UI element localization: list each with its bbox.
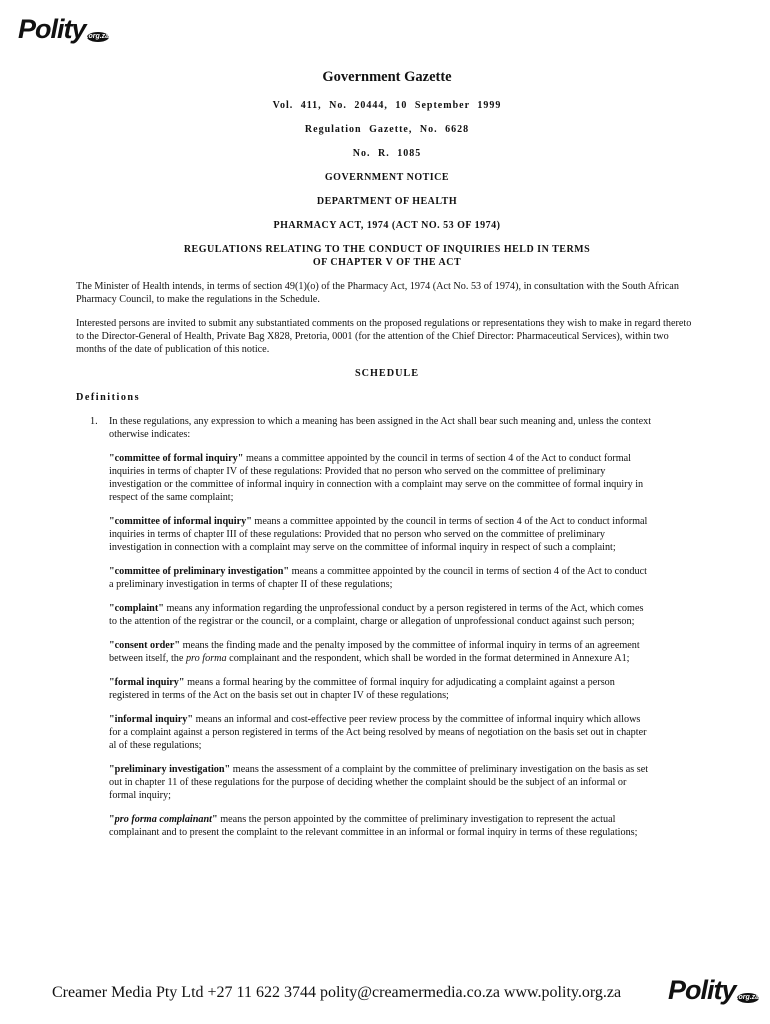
definition-text: means a committee appointed by the council in terms of section 4 of the Act to conduct a preliminary investigation in terms of chapter II of these regulations; [109, 566, 647, 590]
definition-text: means a committee appointed by the council in terms of section 4 of the Act to conduct formal inquiries in terms of chapter IV of these regulations: Provided that no person who served on the committee of preliminary investigation or the committee of informal inquiry in connection with a complaint may serve on the committee of formal inquiry in respect of the same complaint; [109, 453, 644, 503]
definition-committee-formal-inquiry [109, 452, 698, 504]
regulations-title-line-1: REGULATIONS RELATING TO THE CONDUCT OF INQUIRIES HELD IN TERMS [183, 244, 591, 255]
footer-contact: Creamer Media Pty Ltd +27 11 622 3744 polity@creamermedia.co.za www.polity.org.za [52, 984, 622, 1001]
definition-term: pro forma complainant [114, 814, 213, 825]
definition-text: means the person appointed by the committee of preliminary investigation to represent the actual complainant and to present the complaint to the relevant committee in an informal or formal inquiry in terms of these regulations; [109, 814, 638, 838]
definition-italic: pro forma [185, 653, 227, 664]
logo-badge: .org.za [736, 994, 760, 1001]
definition-text: means the assessment of a complaint by the committee of preliminary investigation on the basis as set out in chapter 11 of these regulations for the purpose of deciding whether the complaint should be the subject of an informal or formal inquiry; [109, 764, 649, 801]
department-heading: DEPARTMENT OF HEALTH [316, 196, 458, 207]
intro-paragraph-1: The Minister of Health intends, in terms of section 49(1)(o) of the Pharmacy Act, 1974 (Act No. 53 of 1974), in consultation with the South African Pharmacy Council, to make the regulations in the Schedule. [76, 281, 679, 305]
document-body [76, 68, 698, 850]
regulations-title-line-2: OF CHAPTER V OF THE ACT [312, 257, 462, 268]
definition-term-quote: " [212, 814, 218, 825]
regulation-gazette-line: Regulation Gazette, No. 6628 [304, 124, 470, 135]
definitions-heading: Definitions [76, 392, 141, 403]
definition-informal-inquiry [109, 713, 698, 752]
definition-term: "consent order" [109, 640, 181, 651]
schedule-heading: SCHEDULE [354, 368, 420, 379]
act-heading: PHARMACY ACT, 1974 (ACT NO. 53 OF 1974) [273, 220, 501, 231]
definition-term: "committee of preliminary investigation" [109, 566, 290, 577]
polity-logo-bottom [668, 977, 759, 1004]
logo-word: Polity [668, 975, 736, 1005]
definition-text: complainant and the respondent, which shall be worded in the format determined in Annexure A1; [226, 653, 630, 664]
definition-formal-inquiry [109, 676, 698, 702]
definition-committee-informal-inquiry [109, 515, 698, 554]
definition-preliminary-investigation [109, 763, 698, 802]
definition-term: "formal inquiry" [109, 677, 185, 688]
definition-complaint [109, 602, 698, 628]
logo-word: Polity [18, 14, 86, 44]
notice-number-line: No. R. 1085 [352, 148, 422, 159]
government-notice-heading: GOVERNMENT NOTICE [324, 172, 450, 183]
definition-text: means an informal and cost-effective peer review process by the committee of informal inquiry which allows for a complaint against a person registered in terms of the Act being resolved by means of negotiation on the basis set out in chapter al of these regulations; [109, 714, 647, 751]
definition-term: "informal inquiry" [109, 714, 194, 725]
definition-text: means any information regarding the unprofessional conduct by a person registered in terms of the Act, which comes to the attention of the registrar or the council, or a complaint, charge or allegation of unprofessional conduct against such person; [109, 603, 644, 627]
definition-pro-forma-complainant [109, 813, 698, 839]
definition-text: means a formal hearing by the committee of formal inquiry for adjudicating a complaint against a person registered in terms of the Act on the basis set out in chapter IV of these regulations; [109, 677, 615, 701]
item-number: 1. [90, 416, 98, 427]
definition-term-quote: " [109, 814, 115, 825]
definition-consent-order [109, 639, 698, 665]
definition-term: "complaint" [109, 603, 164, 614]
definition-term: "preliminary investigation" [109, 764, 231, 775]
polity-logo-top [18, 16, 109, 43]
intro-paragraph-2: Interested persons are invited to submit any substantiated comments on the proposed regulations or representations they wish to make in regard thereto to the Director-General of Health, Private Bag X828, Pretoria, 0001 (for the attention of the Chief Director: Pharmaceutical Services), within two months of the date of publication of this notice. [76, 318, 692, 355]
page-title: Government Gazette [322, 69, 452, 85]
definition-text: means the finding made and the penalty imposed by the committee of informal inquiry in terms of an agreement between itself, the [109, 640, 640, 664]
definition-text: means a committee appointed by the council in terms of section 4 of the Act to conduct informal inquiries in terms of chapter III of these regulations: Provided that no person who served on the committee of preliminary investigation in connection with a complaint may serve on the committee of informal inquiry in respect of such a complaint; [109, 516, 648, 553]
logo-badge: .org.za [86, 33, 110, 40]
definition-term: "committee of formal inquiry" [109, 453, 244, 464]
definition-term: "committee of informal inquiry" [109, 516, 252, 527]
list-item [76, 415, 698, 441]
definition-committee-preliminary-investigation [109, 565, 698, 591]
item-text: In these regulations, any expression to which a meaning has been assigned in the Act shall bear such meaning and, unless the context otherwise indicates: [109, 416, 652, 440]
volume-line: Vol. 411, No. 20444, 10 September 1999 [272, 100, 502, 111]
